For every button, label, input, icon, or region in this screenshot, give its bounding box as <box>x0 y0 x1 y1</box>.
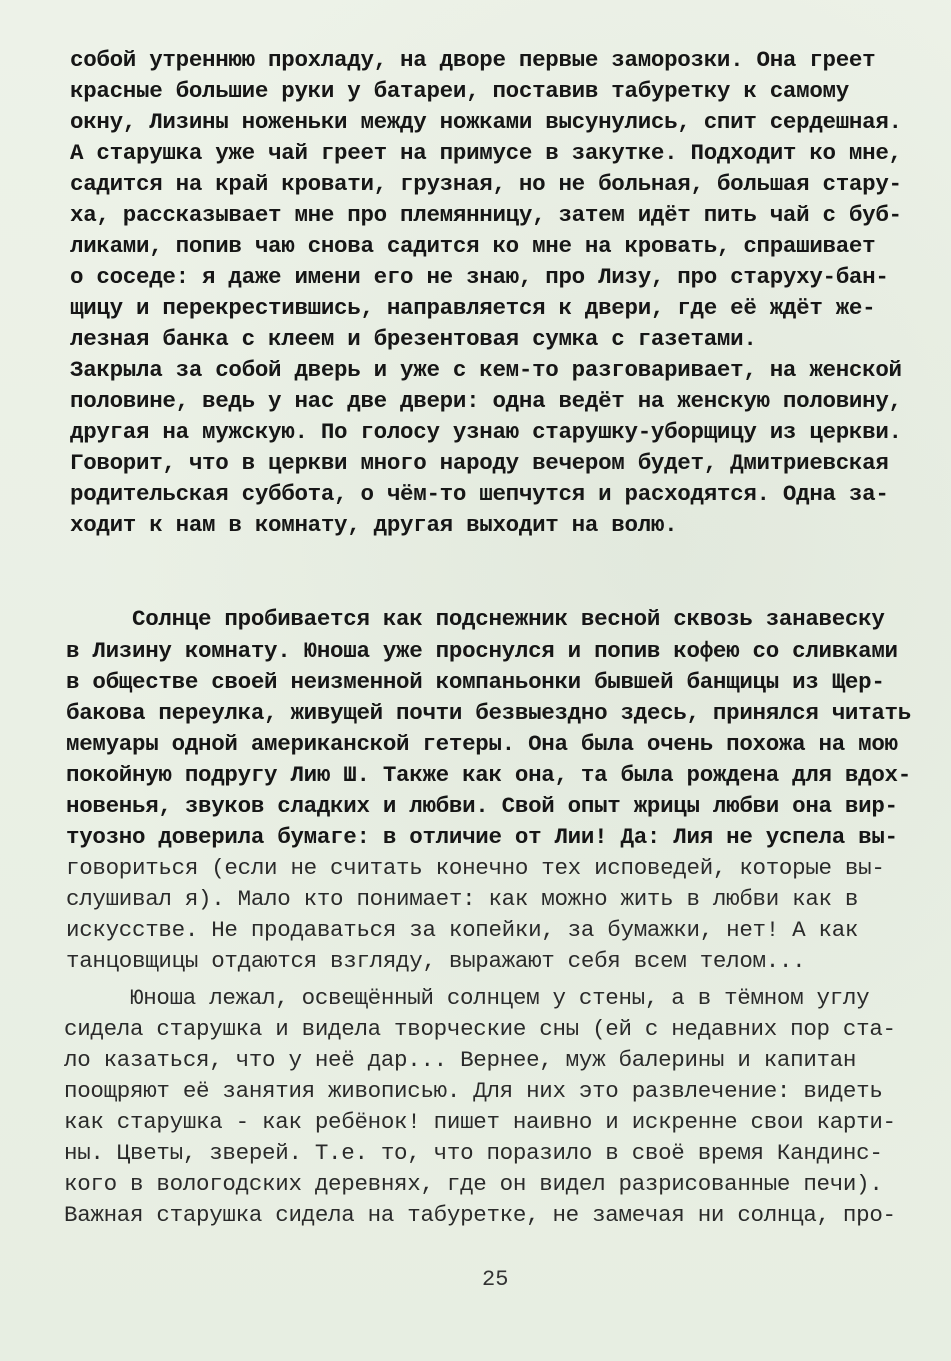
text-line: красные большие руки у батареи, поставив табуретку к самому <box>70 78 849 104</box>
text-line: мемуары одной американской гетеры. Она была очень похожа на мою <box>66 731 898 757</box>
text-line: слушивал я). Мало кто понимает: как можно жить в любви как в <box>66 886 859 912</box>
text-line: родительская суббота, о чём-то шепчутся и расходятся. Одна за- <box>70 481 889 507</box>
text-line: ходит к нам в комнату, другая выходит на волю. <box>70 512 678 538</box>
text-line: новенья, звуков сладких и любви. Свой опыт жрицы любви она вир- <box>66 793 898 819</box>
text-line: другая на мужскую. По голосу узнаю старушку-уборщицу из церкви. <box>70 419 902 445</box>
text-line: туозно доверила бумаге: в отличие от Лии! Да: Лия не успела вы- <box>66 824 898 850</box>
text-line: щицу и перекрестившись, направляется к двери, где её ждёт же- <box>70 295 876 321</box>
text-line: как старушка - как ребёнок! пишет наивно и искренне свои карти- <box>64 1109 896 1135</box>
text-line: собой утреннюю прохладу, на дворе первые заморозки. Она греет <box>70 47 876 73</box>
text-line: поощряют её занятия живописью. Для них это развлечение: видеть <box>64 1078 883 1104</box>
text-line: А старушка уже чай греет на примусе в закутке. Подходит ко мне, <box>70 140 902 166</box>
text-line: Закрыла за собой дверь и уже с кем-то разговаривает, на женской <box>70 357 902 383</box>
page-number: 25 <box>482 1267 509 1292</box>
text-line: Юноша лежал, освещённый солнцем у стены, а в тёмном углу <box>130 985 870 1011</box>
text-line: о соседе: я даже имени его не знаю, про Лизу, про старуху-бан- <box>70 264 889 290</box>
text-line: садится на край кровати, грузная, но не больная, большая стару- <box>70 171 902 197</box>
text-line: сидела старушка и видела творческие сны (ей с недавних пор ста- <box>64 1016 896 1042</box>
text-line: Солнце пробивается как подснежник весной сквозь занавеску <box>132 606 885 632</box>
text-line: окну, Лизины ноженьки между ножками высунулись, спит сердешная. <box>70 109 902 135</box>
text-line: покойную подругу Лию Ш. Также как она, та была рождена для вдох- <box>66 762 911 788</box>
text-line: ликами, попив чаю снова садится ко мне на кровать, спрашивает <box>70 233 876 259</box>
text-line: танцовщицы отдаются взгляду, выражают себя всем телом... <box>66 948 806 974</box>
text-line: бакова переулка, живущей почти безвыездно здесь, принялся читать <box>66 700 911 726</box>
text-line: говориться (если не считать конечно тех исповедей, которые вы- <box>66 855 885 881</box>
text-line: лезная банка с клеем и брезентовая сумка с газетами. <box>70 326 757 352</box>
text-line: ло казаться, что у неё дар... Вернее, муж балерины и капитан <box>64 1047 857 1073</box>
text-line: половине, ведь у нас две двери: одна ведёт на женскую половину, <box>70 388 902 414</box>
text-line: кого в вологодских деревнях, где он видел разрисованные печи). <box>64 1171 883 1197</box>
text-line: ха, рассказывает мне про племянницу, затем идёт пить чай с буб- <box>70 202 902 228</box>
text-line: в Лизину комнату. Юноша уже проснулся и попив кофею со сливками <box>66 638 898 664</box>
text-line: в обществе своей неизменной компаньонки бывшей банщицы из Щер- <box>66 669 885 695</box>
text-line: Важная старушка сидела на табуретке, не замечая ни солнца, про- <box>64 1202 896 1228</box>
text-line: искусстве. Не продаваться за копейки, за бумажки, нет! А как <box>66 917 859 943</box>
text-line: Говорит, что в церкви много народу вечером будет, Дмитриевская <box>70 450 889 476</box>
text-line: ны. Цветы, зверей. Т.е. то, что поразило в своё время Кандинс- <box>64 1140 883 1166</box>
